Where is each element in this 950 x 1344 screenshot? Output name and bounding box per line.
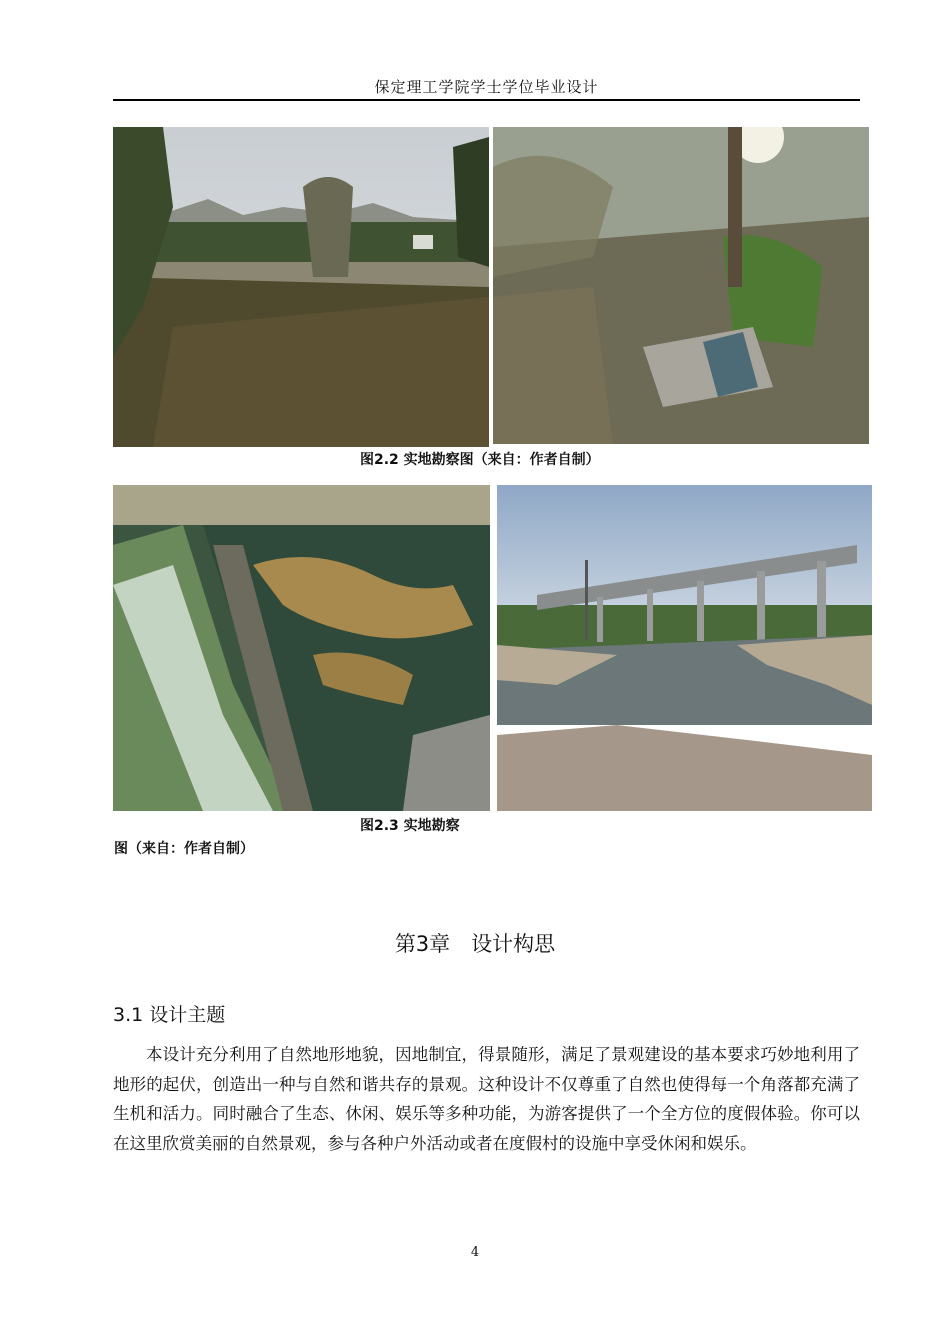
page-number: 4 xyxy=(470,1245,480,1260)
photo-river-viaduct xyxy=(497,485,872,811)
figure-2-3-caption-line1: 图2.3 实地勘察 xyxy=(360,818,460,834)
body-paragraph: 本设计充分利用了自然地形地貌，因地制宜，得景随形，满足了景观建设的基本要求巧妙地利用了地形的起伏，创造出一种与自然和谐共存的景观。这种设计不仅尊重了自然也使得每一个角落都充满了生机和活力。同时融合了生态、休闲、娱乐等多种功能，为游客提供了一个全方位的度假体验。你可以在这里欣赏美丽的自然景观，参与各种户外活动或者在度假村的设施中享受休闲和娱乐。 xyxy=(113,1045,860,1153)
photo-riverside-grassland xyxy=(113,127,489,447)
section-title: 3.1 设计主题 xyxy=(113,1004,226,1026)
page-header: 保定理工学院学士学位毕业设计 xyxy=(374,78,599,96)
photo-hillside-shrubs xyxy=(493,127,869,444)
photo-weir-algae-pond xyxy=(113,485,490,811)
figure-2-3-caption-line2: 图（来自：作者自制） xyxy=(114,841,254,857)
chapter-title: 第3章 设计构思 xyxy=(394,932,556,956)
figure-2-2-caption: 图2.2 实地勘察图（来自：作者自制） xyxy=(360,452,600,468)
header-rule xyxy=(113,99,860,101)
